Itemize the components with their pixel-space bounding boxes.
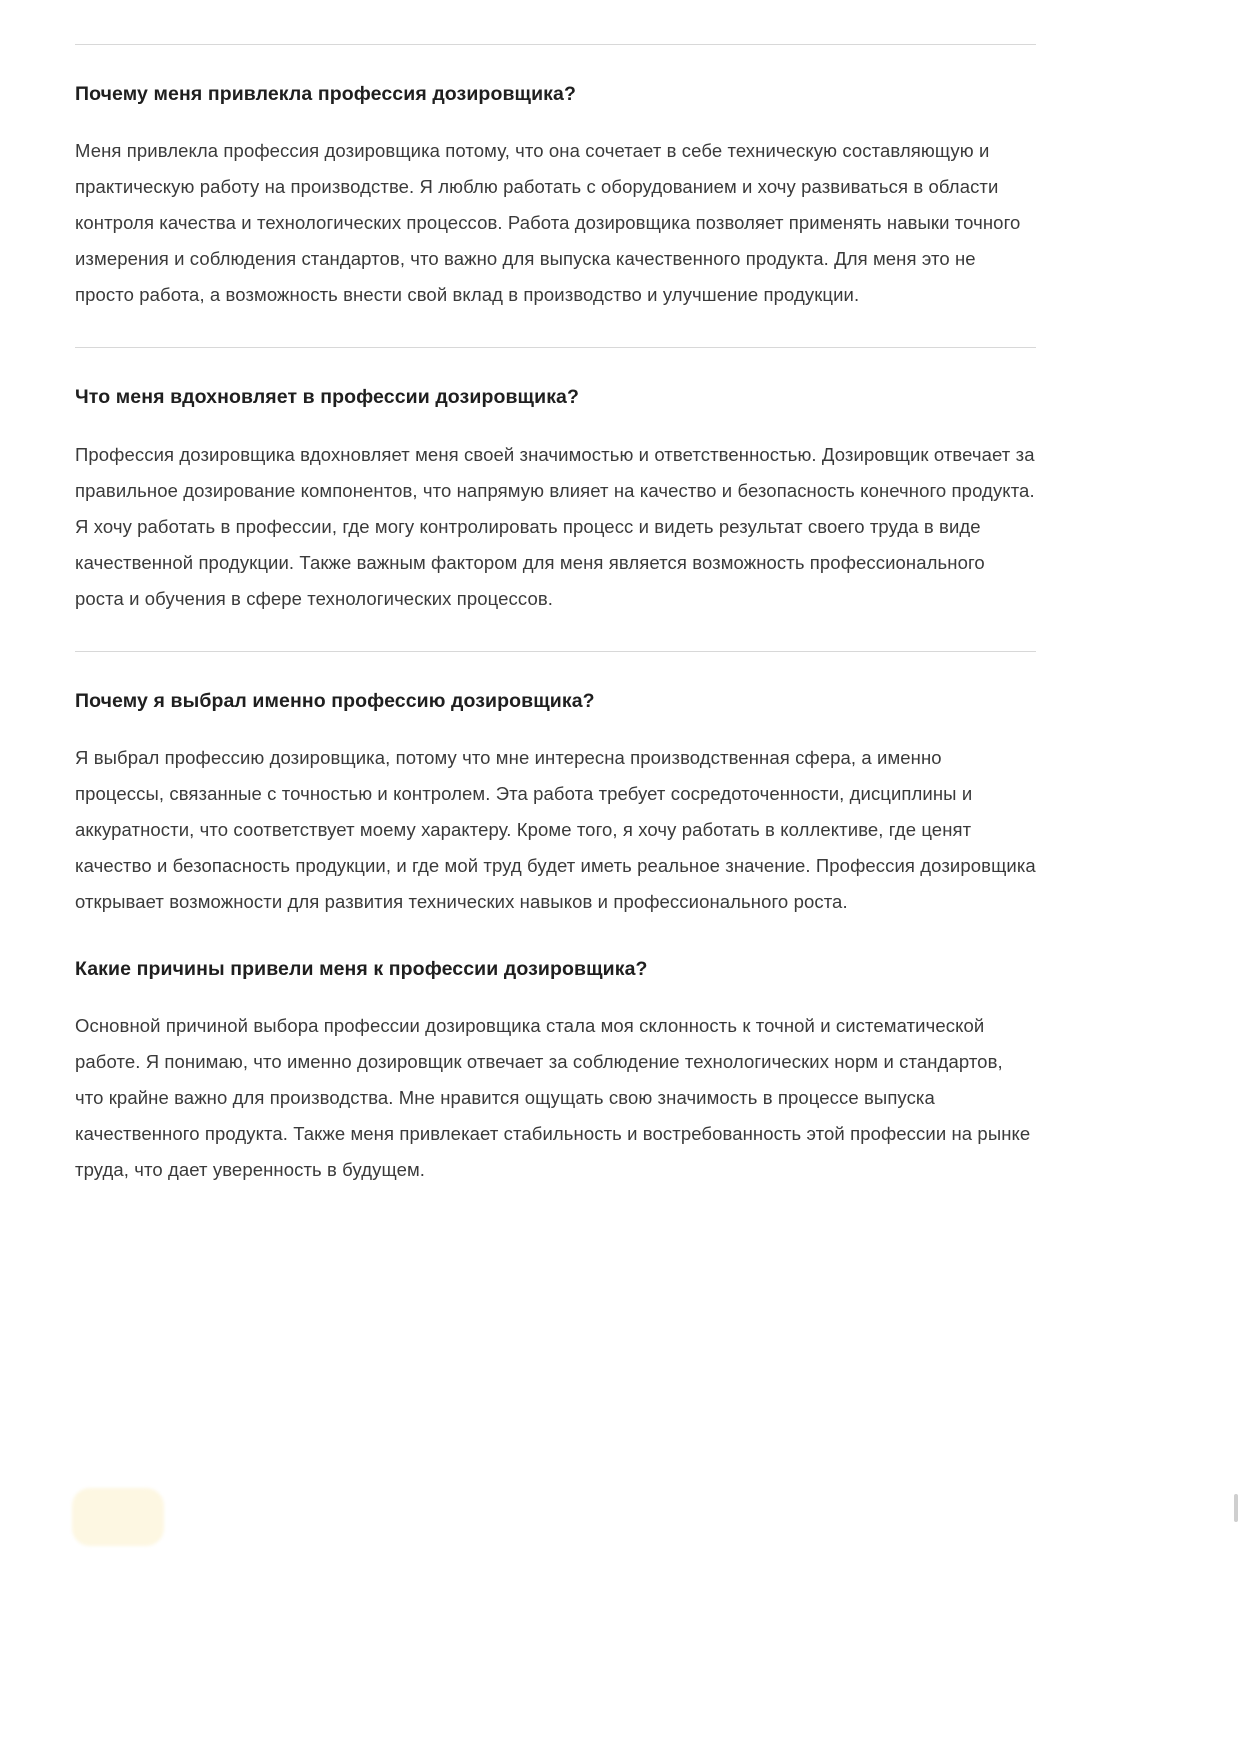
qa-section: [75, 956, 1036, 1188]
section-heading: Почему я выбрал именно профессию дозировщика?: [75, 689, 595, 712]
section-heading: Что меня вдохновляет в профессии дозировщика?: [75, 386, 580, 409]
section-body-text: Я выбрал профессию дозировщика, потому что мне интересна производственная сфера, а именно процессы, связанные с точностью и контролем. Эта работа требует сосредоточенности, дисциплины и аккуратности, что соответствует моему характеру. Кроме того, я хочу работать в коллективе, где ценят качество и безопасность продукции, и где мой труд будет иметь реальное значение. Профессия дозировщика открывает возможности для развития технических навыков и профессионального роста.: [75, 746, 1036, 912]
section-heading: Почему меня привлекла профессия дозировщика?: [75, 83, 577, 105]
qa-section: [75, 44, 1036, 313]
qa-section: [75, 651, 1036, 920]
section-body-text: Профессия дозировщика вдохновляет меня своей значимостью и ответственностью. Дозировщик отвечает за правильное дозирование компонентов, что напрямую влияет на качество и безопасность конечного продукта. Я хочу работать в профессии, где могу контролировать процесс и видеть результат своего труда в виде качественной продукции. Также важным фактором для меня является возможность профессионального роста и обучения в сфере технологических процессов.: [75, 443, 1035, 609]
section-divider: [75, 44, 1036, 45]
scrollbar-thumb[interactable]: [1234, 1494, 1238, 1522]
document-content: [75, 0, 1036, 1222]
qa-section: [75, 347, 1036, 616]
highlight-blob: [72, 1488, 164, 1546]
section-body-text: Основной причиной выбора профессии дозировщика стала моя склонность к точной и систематической работе. Я понимаю, что именно дозировщик отвечает за соблюдение технологических норм и стандартов, что крайне важно для производства. Мне нравится ощущать свою значимость в процессе выпуска качественного продукта. Также меня привлекает стабильность и востребованность этой профессии на рынке труда, что дает уверенность в будущем.: [75, 1015, 1031, 1181]
section-divider: [75, 347, 1036, 348]
section-heading: Какие причины привели меня к профессии дозировщика?: [75, 957, 648, 980]
section-body-text: Меня привлекла профессия дозировщика потому, что она сочетает в себе техническую составляющую и практическую работу на производстве. Я люблю работать с оборудованием и хочу развиваться в области контроля качества и технологических процессов. Работа дозировщика позволяет применять навыки точного измерения и соблюдения стандартов, что важно для выпуска качественного продукта. Для меня это не просто работа, а возможность внести свой вклад в производство и улучшение продукции.: [75, 140, 1021, 306]
section-divider: [75, 651, 1036, 652]
